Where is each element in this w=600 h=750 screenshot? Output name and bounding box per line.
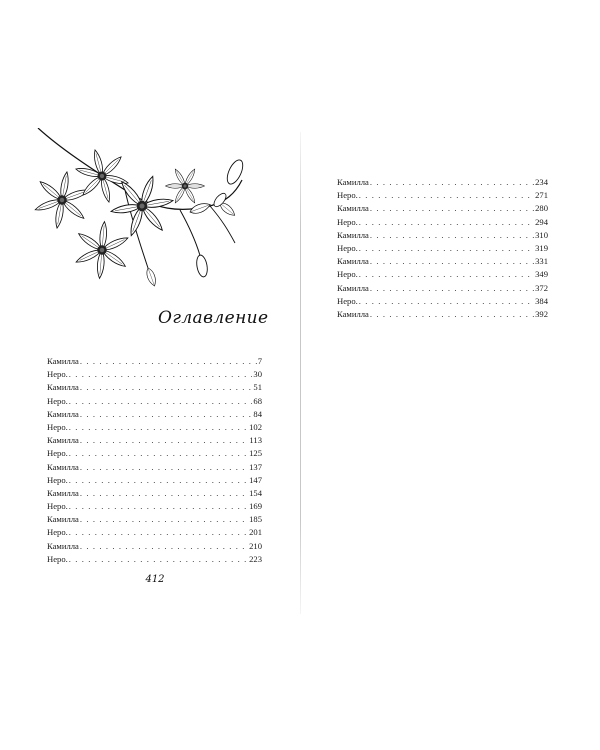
- toc-entry-page: 392: [535, 308, 548, 319]
- toc-entry-title: Неро.: [47, 421, 68, 432]
- toc-entry: [47, 447, 262, 460]
- toc-dot-leader: [359, 295, 534, 308]
- toc-dot-leader: [69, 395, 253, 408]
- toc-dot-leader: [359, 242, 534, 255]
- toc-entry: [337, 229, 548, 242]
- toc-entry: [337, 268, 548, 281]
- toc-entry-title: Неро.: [47, 395, 68, 406]
- toc-entry-page: 294: [535, 216, 548, 227]
- toc-entry-title: Неро.: [47, 527, 68, 538]
- toc-entry-page: 349: [535, 269, 548, 280]
- toc-entry: [47, 434, 262, 447]
- toc-list-left: [47, 355, 262, 566]
- toc-entry-page: 372: [535, 282, 548, 293]
- toc-entry: [47, 474, 262, 487]
- toc-entry: [47, 408, 262, 421]
- toc-dot-leader: [80, 408, 253, 421]
- toc-entry-page: 185: [249, 514, 262, 525]
- toc-entry: [47, 513, 262, 526]
- toc-dot-leader: [370, 176, 534, 189]
- toc-dot-leader: [80, 540, 248, 553]
- toc-entry-title: Камилла: [337, 256, 369, 267]
- toc-entry-page: 68: [253, 395, 262, 406]
- toc-dot-leader: [370, 282, 534, 295]
- toc-entry-title: Камилла: [337, 229, 369, 240]
- toc-entry-page: 154: [249, 487, 262, 498]
- toc-entry-page: 234: [535, 177, 548, 187]
- toc-entry: [337, 189, 548, 202]
- toc-entry-title: Камилла: [47, 408, 79, 419]
- toc-dot-leader: [80, 513, 248, 526]
- toc-dot-leader: [69, 526, 248, 539]
- toc-entry-page: 384: [535, 295, 548, 306]
- toc-entry-title: Камилла: [47, 540, 79, 551]
- toc-entry-page: 223: [249, 553, 262, 564]
- toc-entry: [47, 368, 262, 381]
- toc-entry: [47, 487, 262, 500]
- toc-title: Оглавление: [158, 308, 269, 328]
- toc-dot-leader: [69, 474, 248, 487]
- page-number: 412: [145, 574, 165, 585]
- toc-entry: [337, 308, 548, 321]
- toc-dot-leader: [69, 368, 253, 381]
- toc-entry-title: Неро.: [337, 190, 358, 201]
- toc-entry-title: Неро.: [337, 295, 358, 306]
- toc-entry: [47, 500, 262, 513]
- toc-list-right: [337, 176, 548, 321]
- toc-entry-title: Камилла: [337, 308, 369, 319]
- toc-entry-title: Неро.: [47, 474, 68, 485]
- toc-entry-page: 102: [249, 421, 262, 432]
- toc-dot-leader: [69, 447, 248, 460]
- toc-entry: [47, 421, 262, 434]
- toc-entry-title: Неро.: [337, 242, 358, 253]
- toc-entry-title: Камилла: [47, 461, 79, 472]
- toc-entry-title: Камилла: [337, 203, 369, 214]
- toc-entry-page: 84: [253, 408, 262, 419]
- toc-entry: [47, 526, 262, 539]
- toc-entry: [47, 355, 262, 368]
- toc-entry-title: Камилла: [47, 356, 79, 366]
- toc-entry-page: 125: [249, 448, 262, 459]
- toc-entry-title: Неро.: [47, 553, 68, 564]
- toc-entry-title: Неро.: [47, 369, 68, 380]
- toc-dot-leader: [370, 229, 534, 242]
- toc-entry-title: Неро.: [47, 448, 68, 459]
- toc-entry-title: Неро.: [337, 216, 358, 227]
- toc-entry-page: 7: [257, 356, 262, 366]
- toc-dot-leader: [359, 189, 534, 202]
- toc-entry-title: Камилла: [47, 382, 79, 393]
- toc-entry-page: 310: [535, 229, 548, 240]
- toc-entry-page: 271: [535, 190, 548, 201]
- toc-dot-leader: [69, 553, 248, 566]
- toc-entry: [337, 242, 548, 255]
- toc-dot-leader: [80, 487, 248, 500]
- toc-entry-title: Камилла: [337, 282, 369, 293]
- toc-entry: [337, 202, 548, 215]
- clematis-flower-illustration: [30, 128, 252, 293]
- toc-entry-title: Камилла: [47, 435, 79, 446]
- toc-entry: [47, 553, 262, 566]
- toc-entry-page: 30: [253, 369, 262, 380]
- toc-entry: [337, 295, 548, 308]
- toc-entry-page: 280: [535, 203, 548, 214]
- toc-dot-leader: [370, 308, 534, 321]
- toc-dot-leader: [69, 500, 248, 513]
- toc-entry-page: 319: [535, 242, 548, 253]
- book-gutter: [300, 132, 301, 614]
- toc-entry-page: 51: [253, 382, 262, 393]
- toc-entry: [337, 282, 548, 295]
- toc-dot-leader: [370, 202, 534, 215]
- toc-dot-leader: [359, 216, 534, 229]
- toc-entry-title: Камилла: [337, 177, 369, 187]
- toc-dot-leader: [80, 434, 249, 447]
- toc-entry: [47, 461, 262, 474]
- toc-entry: [337, 216, 548, 229]
- toc-dot-leader: [359, 268, 534, 281]
- toc-entry-page: 147: [249, 474, 262, 485]
- toc-dot-leader: [80, 381, 253, 394]
- toc-entry: [47, 540, 262, 553]
- toc-entry: [337, 176, 548, 189]
- toc-entry: [47, 381, 262, 394]
- toc-entry-title: Неро.: [337, 269, 358, 280]
- toc-entry-page: 137: [249, 461, 262, 472]
- toc-dot-leader: [69, 421, 248, 434]
- toc-entry-title: Камилла: [47, 487, 79, 498]
- toc-entry-page: 113: [249, 435, 262, 446]
- toc-entry-page: 201: [249, 527, 262, 538]
- toc-dot-leader: [370, 255, 534, 268]
- toc-dot-leader: [80, 461, 248, 474]
- toc-entry-page: 331: [535, 256, 548, 267]
- toc-entry-title: Неро.: [47, 501, 68, 512]
- toc-entry: [47, 395, 262, 408]
- toc-entry-title: Камилла: [47, 514, 79, 525]
- toc-entry: [337, 255, 548, 268]
- toc-dot-leader: [80, 355, 257, 368]
- toc-entry-page: 210: [249, 540, 262, 551]
- toc-entry-page: 169: [249, 501, 262, 512]
